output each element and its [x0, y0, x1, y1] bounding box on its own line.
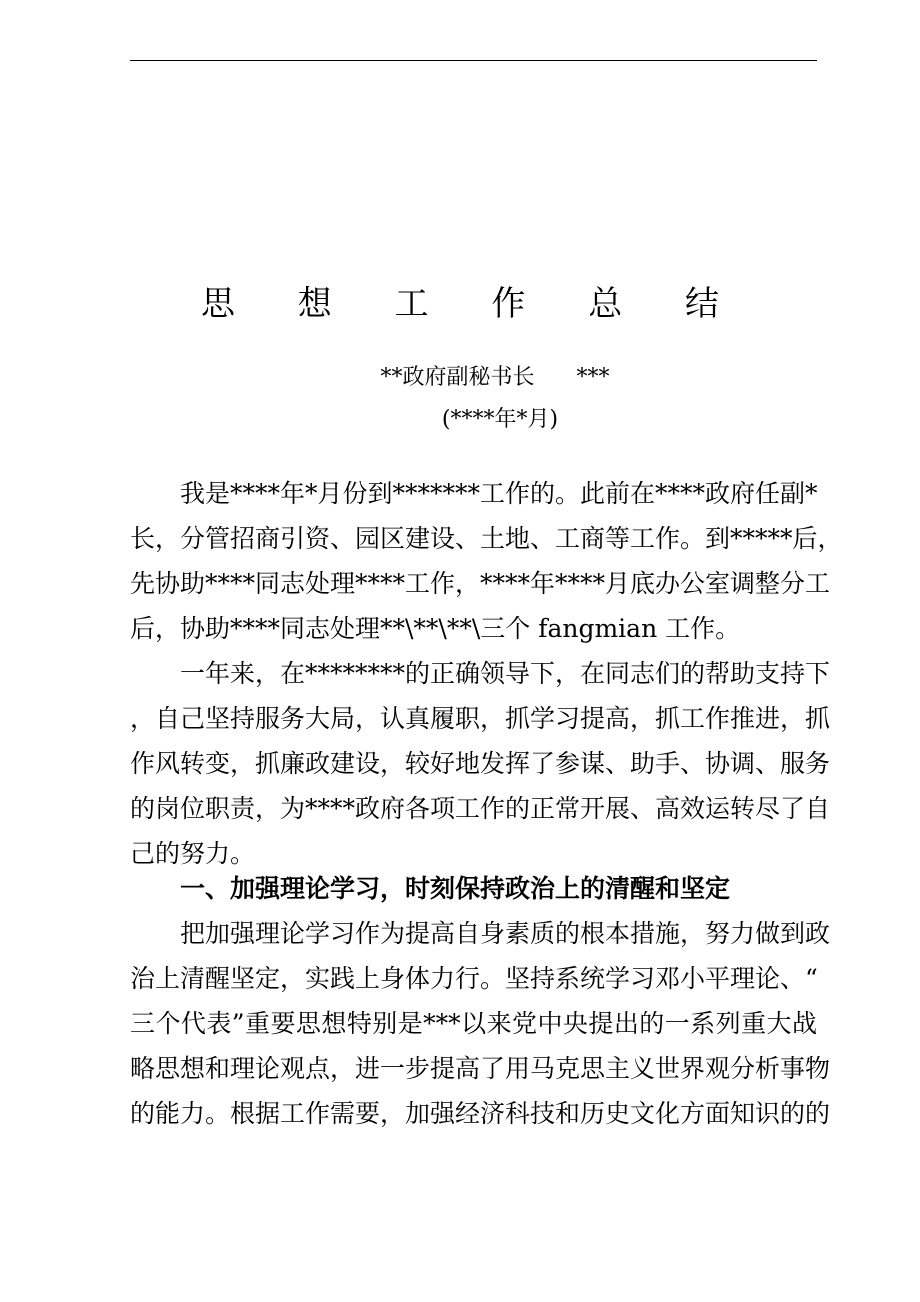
paragraph-line: 的能力。根据工作需要，加强经济科技和历史文化方面知识的的 [130, 1099, 831, 1128]
paragraph-line: ，自己坚持服务大局，认真履职，抓学习提高，抓工作推进，抓 [130, 704, 831, 733]
paragraph-line: 把加强理论学习作为提高自身素质的根本措施，努力做到政 [130, 919, 831, 948]
paragraph-line: 治上清醒坚定，实践上身体力行。坚持系统学习邓小平理论、“ [130, 964, 818, 993]
paragraph-line: 先协助****同志处理****工作，****年****月底办公室调整分工 [130, 569, 831, 598]
section-heading: 一、加强理论学习，时刻保持政治上的清醒和坚定 [130, 874, 731, 903]
header-rule [130, 60, 817, 61]
paragraph-line: 作风转变，抓廉政建设，较好地发挥了参谋、助手、协调、服务 [130, 749, 831, 778]
date-line: (****年*月) [441, 407, 559, 432]
paragraph-line: 我是****年*月份到*******工作的。此前在****政府任副* [130, 479, 818, 508]
document-title: 思 想 工 作 总 结 [200, 284, 746, 324]
paragraph-line: 长，分管招商引资、园区建设、土地、工商等工作。到*****后， [130, 524, 843, 553]
author-line: **政府副秘书长 *** [380, 365, 610, 390]
paragraph-line: 后，协助****同志处理**\**\**\三个 fangmian 工作。 [130, 614, 741, 643]
paragraph-line: 己的努力。 [130, 839, 256, 868]
paragraph-line: 的岗位职责，为****政府各项工作的正常开展、高效运转尽了自 [130, 794, 831, 823]
paragraph-line: 略思想和理论观点，进一步提高了用马克思主义世界观分析事物 [130, 1054, 831, 1083]
paragraph-line: 三个代表”重要思想特别是***以来党中央提出的一系列重大战 [130, 1009, 817, 1038]
paragraph-line: 一年来，在********的正确领导下，在同志们的帮助支持下 [130, 659, 831, 688]
